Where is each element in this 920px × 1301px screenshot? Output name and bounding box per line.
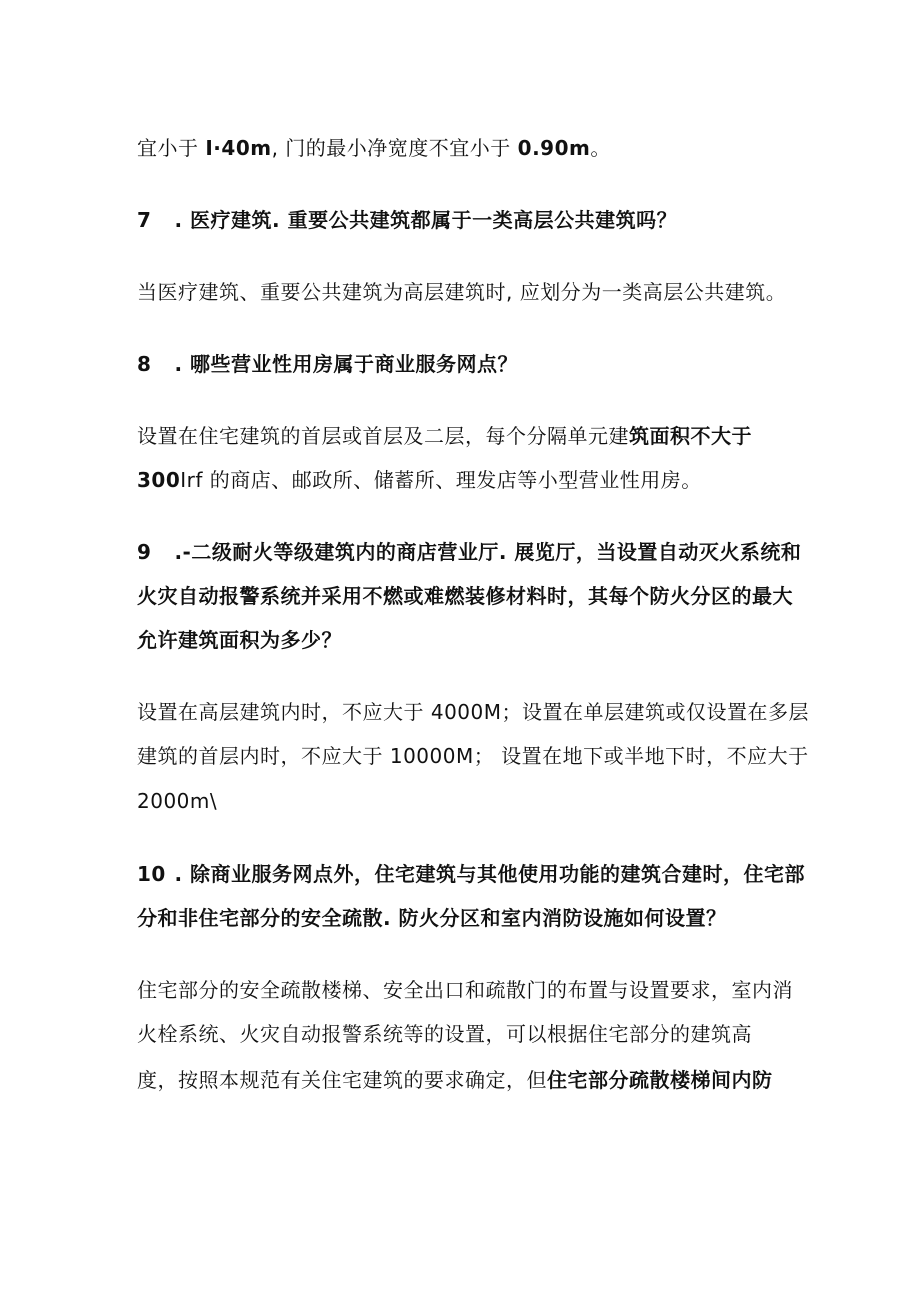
question-8-heading <box>137 350 797 378</box>
answer-10-line-2 <box>137 1020 797 1048</box>
question-text: . 医疗建筑. 重要公共建筑都属于一类高层公共建筑吗？ <box>167 208 678 232</box>
question-number: 8 <box>137 352 152 376</box>
answer-text-bold: 住宅部分疏散楼梯间内防 <box>547 1068 773 1092</box>
answer-10-line-1 <box>137 976 797 1004</box>
text-segment-bold: I·40m <box>205 136 272 160</box>
answer-text: 2000m\ <box>137 789 218 813</box>
text-segment-bold: 0.90m <box>517 136 591 160</box>
question-number: 10 <box>137 862 166 886</box>
question-number: 7 <box>137 208 152 232</box>
answer-text: Irf 的商店、邮政所、储蓄所、理发店等小型营业性用房。 <box>180 468 702 492</box>
question-text: .-二级耐火等级建筑内的商店营业厅. 展览厅，当设置自动灭火系统和 <box>167 540 802 564</box>
answer-8-line-2 <box>137 466 797 494</box>
answer-7-line-1 <box>137 278 797 306</box>
question-text: 火灾自动报警系统并采用不燃或难燃装修材料时，其每个防火分区的最大 <box>137 584 793 608</box>
question-text: . 除商业服务网点外，住宅建筑与其他使用功能的建筑合建时，住宅部 <box>167 862 806 886</box>
question-number: 9 <box>137 540 152 564</box>
answer-text: 设置在高层建筑内时，不应大于 4000M；设置在单层建筑或仅设置在多层 <box>137 700 810 724</box>
answer-8-line-1 <box>137 422 797 450</box>
answer-9-line-1 <box>137 698 810 726</box>
answer-text: 设置在住宅建筑的首层或首层及二层，每个分隔单元建 <box>137 424 629 448</box>
answer-text-bold: 300 <box>137 468 181 492</box>
text-segment: 宜小于 <box>137 136 206 160</box>
question-9-heading-line-3 <box>137 626 797 654</box>
answer-text-bold: 筑面积不大于 <box>629 424 752 448</box>
answer-10-line-3 <box>137 1066 797 1094</box>
question-text: . 哪些营业性用房属于商业服务网点？ <box>167 352 519 376</box>
question-9-heading-line-2 <box>137 582 797 610</box>
question-9-heading-line-1 <box>137 538 802 566</box>
answer-9-line-2 <box>137 742 809 770</box>
text-line-1 <box>137 134 797 162</box>
answer-text: 度，按照本规范有关住宅建筑的要求确定，但 <box>137 1068 547 1092</box>
answer-9-line-3 <box>137 787 797 815</box>
answer-text: 火栓系统、火灾自动报警系统等的设置，可以根据住宅部分的建筑高 <box>137 1022 752 1046</box>
text-segment: 。 <box>590 136 611 160</box>
answer-text: 当医疗建筑、重要公共建筑为高层建筑时, 应划分为一类高层公共建筑。 <box>137 280 787 304</box>
text-segment: , 门的最小净宽度不宜小于 <box>271 136 518 160</box>
question-text: 分和非住宅部分的安全疏散. 防火分区和室内消防设施如何设置？ <box>137 906 727 930</box>
question-10-heading-line-1 <box>137 860 806 888</box>
question-10-heading-line-2 <box>137 904 797 932</box>
question-7-heading <box>137 206 797 234</box>
question-text: 允许建筑面积为多少？ <box>137 628 342 652</box>
answer-text: 建筑的首层内时，不应大于 10000M； 设置在地下或半地下时，不应大于 <box>137 744 809 768</box>
answer-text: 住宅部分的安全疏散楼梯、安全出口和疏散门的布置与设置要求，室内消 <box>137 978 793 1002</box>
